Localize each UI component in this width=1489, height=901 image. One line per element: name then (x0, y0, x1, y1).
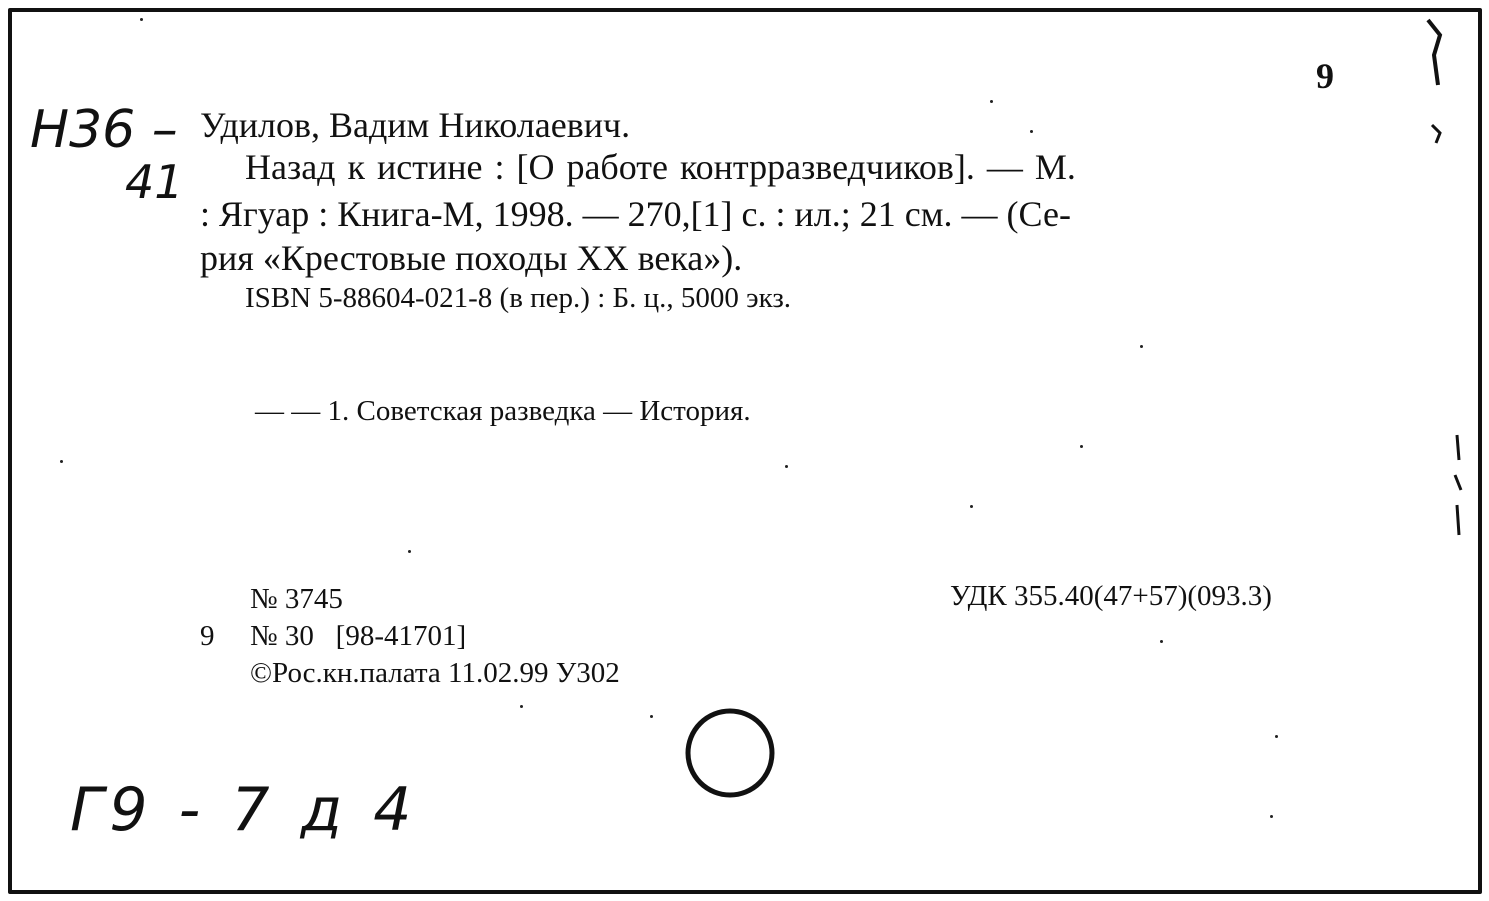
speck (990, 100, 993, 103)
card-number-prefix: 9 (200, 620, 215, 652)
title-line-3: рия «Крестовые походы XX века»). (200, 238, 743, 278)
speck (1140, 345, 1143, 348)
handwritten-shelf-code-line2: 41 (125, 155, 184, 209)
card-number: № 3745 (250, 583, 343, 615)
speck (1030, 130, 1033, 133)
speck (785, 465, 788, 468)
handwritten-bottom-code: Г9 - 7 д 4 (70, 775, 418, 845)
page-number: 9 (1316, 56, 1334, 96)
copyright-line: ©Рос.кн.палата 11.02.99 У302 (250, 657, 620, 689)
punch-hole-circle (680, 705, 780, 805)
speck (1160, 640, 1163, 643)
speck (60, 460, 63, 463)
speck (1275, 735, 1278, 738)
author-heading: Удилов, Вадим Николаевич. (200, 105, 631, 145)
subject-heading: — — 1. Советская разведка — История. (255, 395, 751, 427)
speck (650, 715, 653, 718)
speck (1270, 815, 1273, 818)
speck (970, 505, 973, 508)
title-line-1: Назад к истине : [О работе контрразведчиков]. — М. (245, 147, 1076, 187)
speck (1080, 445, 1083, 448)
isbn-line: ISBN 5-88604-021-8 (в пер.) : Б. ц., 5000 экз. (245, 282, 792, 314)
speck (408, 550, 411, 553)
edge-mark (1418, 15, 1458, 145)
speck (140, 18, 143, 21)
handwritten-shelf-code: Н36 – (30, 100, 178, 160)
edge-mark-2 (1445, 430, 1470, 540)
title-line-2: : Ягуар : Книга-М, 1998. — 270,[1] с. : ил.; 21 см. — (Се- (200, 194, 1071, 234)
udk-classification: УДК 355.40(47+57)(093.3) (950, 580, 1272, 612)
speck (520, 705, 523, 708)
record-number: № 30 [98-41701] (250, 620, 467, 652)
